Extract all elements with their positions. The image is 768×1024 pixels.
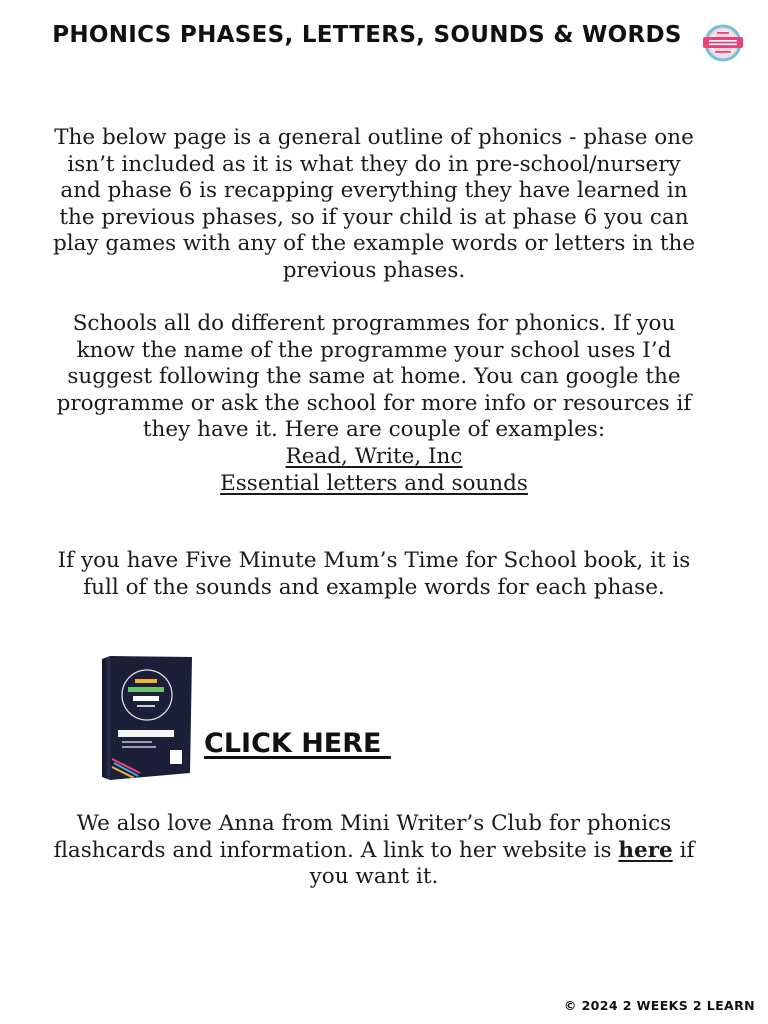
programmes-text: Schools all do different programmes for phonics. If you know the name of the programme your school uses I’d suggest following the same at home. You can google the programme or ask the school for more info or resources if they have it. Here are couple of examples: [56, 311, 692, 443]
click-here-button[interactable]: CLICK HERE [204, 728, 391, 759]
essential-letters-and-sounds-link[interactable]: Essential letters and sounds [220, 470, 528, 496]
copyright-footer: © 2024 2 WEEKS 2 LEARN [563, 998, 755, 1013]
page-title: PHONICS PHASES, LETTERS, SOUNDS & WORDS [52, 22, 682, 48]
mini-writers-text-before: We also love Anna from Mini Writer’s Club for phonics flashcards and information. A link to her website is [53, 811, 672, 863]
book-paragraph: If you have Five Minute Mum’s Time for School book, it is full of the sounds and example words for each phase. [57, 548, 691, 600]
mini-writers-club-link[interactable]: here [618, 837, 673, 863]
read-write-inc-link[interactable]: Read, Write, Inc [285, 443, 463, 469]
mini-writers-text-after: if you want it. [309, 837, 695, 890]
brand-logo-icon [700, 24, 746, 62]
mini-writers-paragraph [50, 811, 698, 891]
book-cover-icon[interactable] [100, 655, 193, 781]
programmes-paragraph [50, 311, 698, 497]
intro-paragraph: The below page is a general outline of phonics - phase one isn’t included as it is what they do in pre-school/nursery and phase 6 is recapping everything they have learned in the previous phases, so if your child is at phase 6 you can play games with any of the example words or letters in the previous phases. [52, 125, 696, 283]
